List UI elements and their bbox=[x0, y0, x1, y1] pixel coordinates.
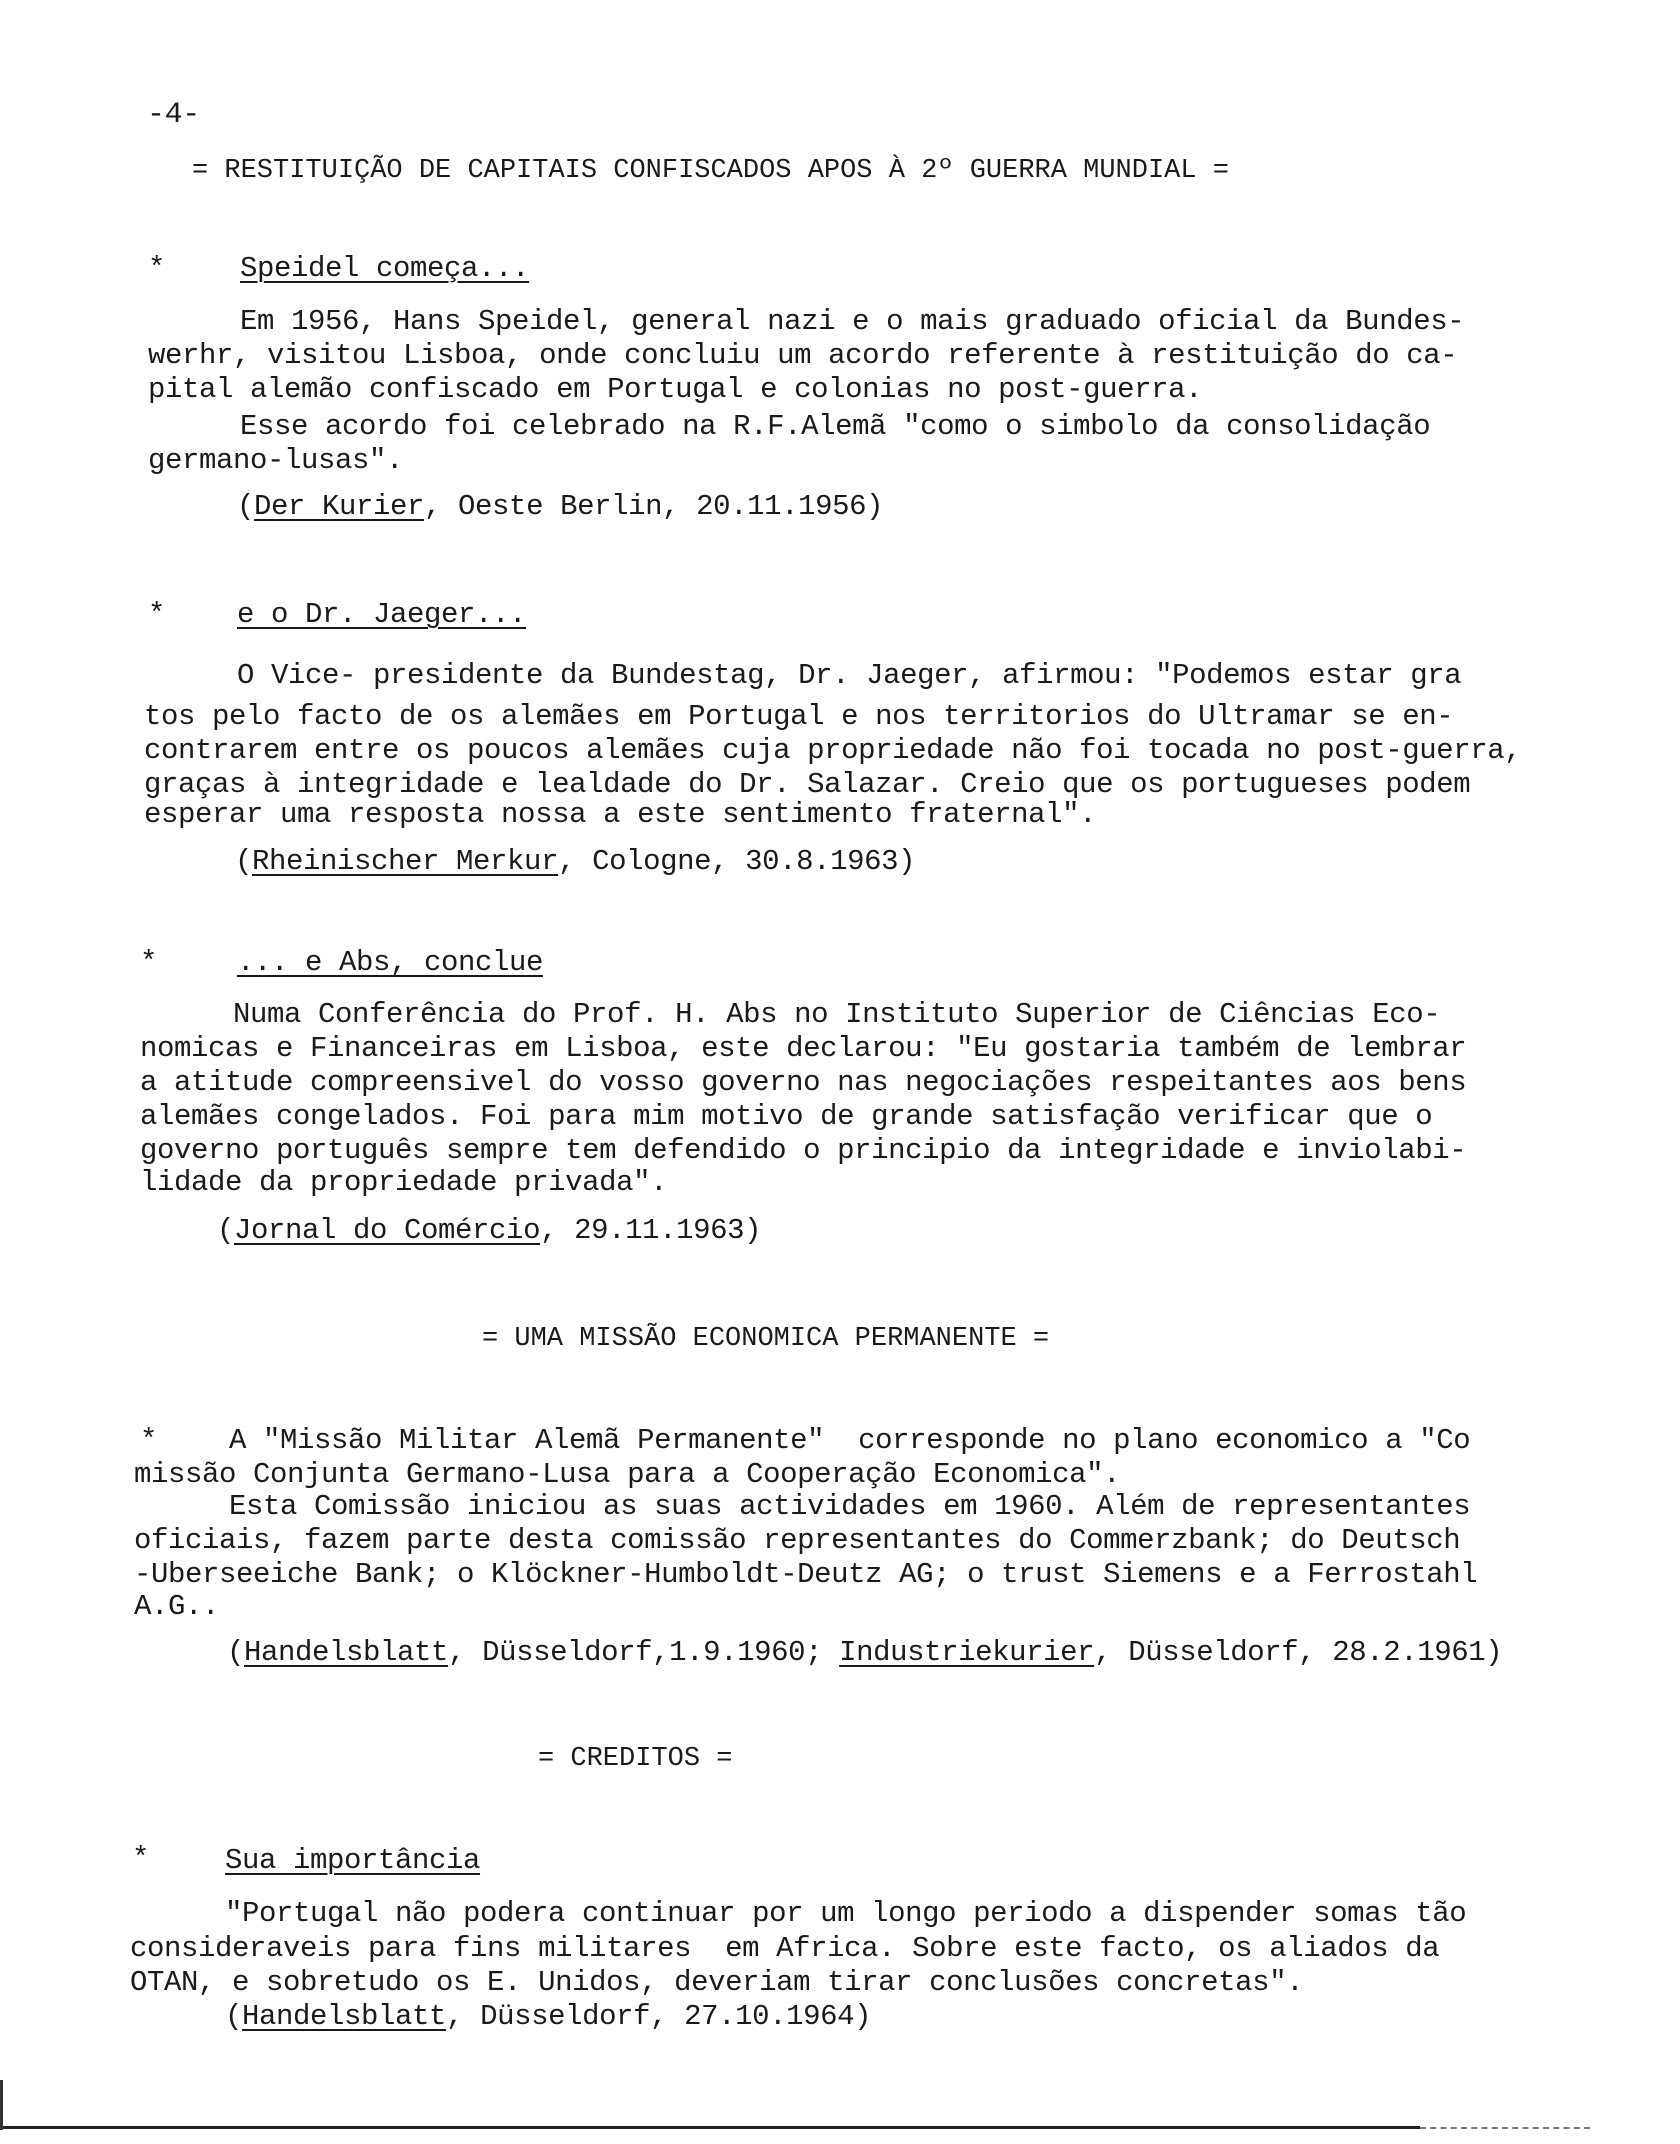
item-heading-importancia: Sua importância bbox=[225, 1844, 481, 1877]
source-name: Jornal do Comércio bbox=[234, 1214, 541, 1247]
source-citation: (Rheinischer Merkur, Cologne, 30.8.1963) bbox=[235, 845, 916, 878]
paragraph-line: nomicas e Financeiras em Lisboa, este declarou: "Eu gostaria também de lembrar bbox=[140, 1032, 1467, 1065]
bottom-rule bbox=[0, 2126, 1420, 2129]
source-details: , Oeste Berlin, 20.11.1956) bbox=[424, 490, 884, 523]
paragraph-line: graças à integridade e lealdade do Dr. Salazar. Creio que os portugueses podem bbox=[144, 768, 1471, 801]
source-citation: (Der Kurier, Oeste Berlin, 20.11.1956) bbox=[237, 490, 884, 523]
bullet: * bbox=[148, 252, 166, 285]
paragraph-line: O Vice- presidente da Bundestag, Dr. Jaeger, afirmou: "Podemos estar gra bbox=[237, 659, 1462, 692]
section-title-missao: = UMA MISSÃO ECONOMICA PERMANENTE = bbox=[482, 1324, 1050, 1354]
bottom-rule-dashed bbox=[1420, 2127, 1590, 2129]
paragraph-line: Em 1956, Hans Speidel, general nazi e o mais graduado oficial da Bundes- bbox=[240, 305, 1465, 338]
paragraph-line: governo português sempre tem defendido o principio da integridade e inviolabi- bbox=[140, 1134, 1467, 1167]
bullet: * bbox=[140, 1424, 158, 1457]
source-name: Industriekurier bbox=[839, 1636, 1095, 1669]
bullet: * bbox=[132, 1842, 150, 1875]
page-edge-mark bbox=[0, 2080, 3, 2130]
paragraph-line: werhr, visitou Lisboa, onde concluiu um acordo referente à restituição do ca- bbox=[148, 339, 1458, 372]
source-name: Handelsblatt bbox=[244, 1636, 449, 1669]
bullet: * bbox=[140, 946, 158, 979]
source-details: , Düsseldorf, 27.10.1964) bbox=[446, 2000, 872, 2033]
paragraph-line: -Uberseeiche Bank; o Klöckner-Humboldt-Deutz AG; o trust Siemens e a Ferrostahl bbox=[134, 1558, 1478, 1591]
source-citation: (Handelsblatt, Düsseldorf,1.9.1960; Industriekurier, Düsseldorf, 28.2.1961) bbox=[227, 1636, 1503, 1669]
item-heading-abs: ... e Abs, conclue bbox=[237, 946, 544, 979]
paragraph-line: germano-lusas". bbox=[148, 444, 404, 477]
section-title-restituicao: = RESTITUIÇÃO DE CAPITAIS CONFISCADOS APOS À 2º GUERRA MUNDIAL = bbox=[192, 156, 1229, 186]
bullet: * bbox=[148, 598, 166, 631]
paragraph-line: oficiais, fazem parte desta comissão representantes do Commerzbank; do Deutsch bbox=[134, 1524, 1461, 1557]
page-number: -4- bbox=[147, 98, 200, 132]
paragraph-line: missão Conjunta Germano-Lusa para a Cooperação Economica". bbox=[134, 1458, 1121, 1491]
paragraph-line: a atitude compreensivel do vosso governo nas negociações respeitantes aos bens bbox=[140, 1066, 1467, 1099]
source-name: Der Kurier bbox=[254, 490, 425, 523]
paragraph-line: A "Missão Militar Alemã Permanente" corresponde no plano economico a "Co bbox=[229, 1424, 1471, 1457]
paragraph-line: A.G.. bbox=[134, 1590, 220, 1623]
paragraph-line: Esta Comissão iniciou as suas actividades em 1960. Além de representantes bbox=[229, 1490, 1471, 1523]
item-heading-jaeger: e o Dr. Jaeger... bbox=[237, 598, 527, 631]
paragraph-line: pital alemão confiscado em Portugal e colonias no post-guerra. bbox=[148, 373, 1203, 406]
paragraph-line: tos pelo facto de os alemães em Portugal e nos territorios do Ultramar se en- bbox=[144, 700, 1454, 733]
source-details: , Düsseldorf, 28.2.1961) bbox=[1094, 1636, 1503, 1669]
paragraph-line: consideraveis para fins militares em Africa. Sobre este facto, os aliados da bbox=[130, 1932, 1440, 1965]
source-citation: (Handelsblatt, Düsseldorf, 27.10.1964) bbox=[225, 2000, 872, 2033]
source-details: , 29.11.1963) bbox=[540, 1214, 762, 1247]
paragraph-line: esperar uma resposta nossa a este sentimento fraternal". bbox=[144, 798, 1097, 831]
paragraph-line: contrarem entre os poucos alemães cuja propriedade não foi tocada no post-guerra, bbox=[144, 734, 1522, 767]
paragraph-line: "Portugal não podera continuar por um longo periodo a dispender somas tão bbox=[225, 1897, 1467, 1930]
paragraph-line: lidade da propriedade privada". bbox=[140, 1166, 668, 1199]
source-details: , Cologne, 30.8.1963) bbox=[558, 845, 916, 878]
source-name: Rheinischer Merkur bbox=[252, 845, 559, 878]
paragraph-line: OTAN, e sobretudo os E. Unidos, deveriam tirar conclusões concretas". bbox=[130, 1966, 1304, 1999]
item-heading-speidel: Speidel começa... bbox=[240, 252, 530, 285]
source-name: Handelsblatt bbox=[242, 2000, 447, 2033]
paragraph-line: Numa Conferência do Prof. H. Abs no Instituto Superior de Ciências Eco- bbox=[233, 998, 1441, 1031]
source-details: , Düsseldorf,1.9.1960; bbox=[448, 1636, 840, 1669]
paragraph-line: alemães congelados. Foi para mim motivo de grande satisfação verificar que o bbox=[140, 1100, 1433, 1133]
source-citation: (Jornal do Comércio, 29.11.1963) bbox=[217, 1214, 762, 1247]
section-title-creditos: = CREDITOS = bbox=[538, 1744, 733, 1774]
paragraph-line: Esse acordo foi celebrado na R.F.Alemã "como o simbolo da consolidação bbox=[240, 410, 1431, 443]
